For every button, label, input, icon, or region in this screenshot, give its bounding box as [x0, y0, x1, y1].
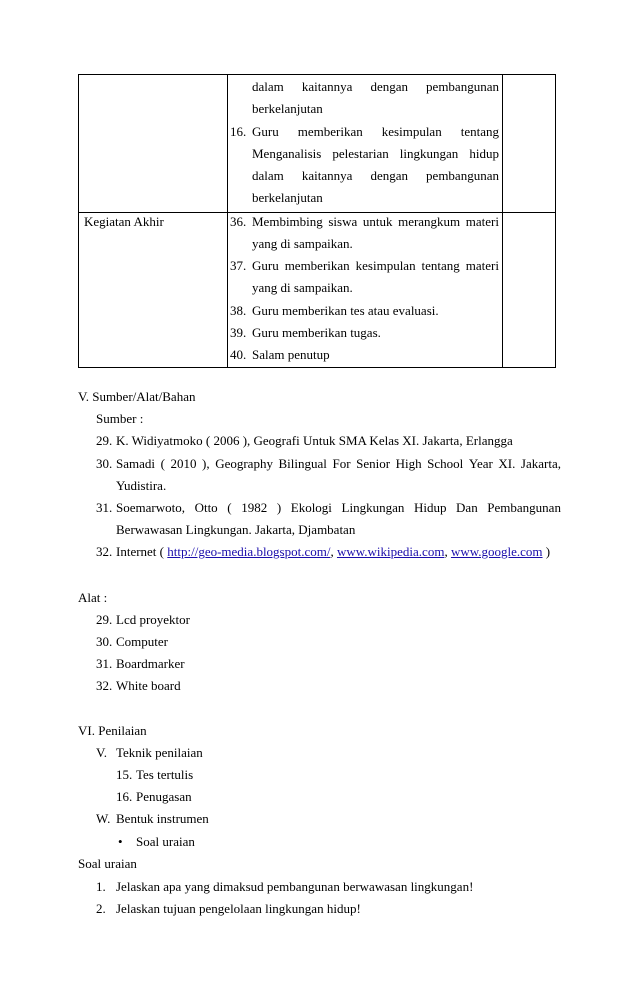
subsection-label: Soal uraian: [78, 856, 137, 871]
word: Guru: [252, 258, 279, 273]
text-fragment: ,: [330, 544, 337, 559]
word: Otto: [194, 500, 218, 515]
table-cell-line: [252, 146, 499, 162]
word: 2010: [170, 456, 197, 471]
word: Dan: [456, 500, 478, 515]
text-fragment: ,: [444, 544, 451, 559]
list-item: Lcd proyektor: [116, 612, 191, 627]
table-row-divider: [79, 212, 555, 213]
table-cell-line: Salam penutup: [252, 347, 330, 362]
list-number: 2.: [96, 901, 106, 916]
link-google[interactable]: www.google.com: [450, 544, 543, 559]
question-text: Jelaskan apa yang dimaksud pembangunan berwawasan lingkungan!: [116, 879, 474, 894]
word: Menganalisis: [252, 146, 322, 161]
table-cell-line: yang di sampaikan.: [252, 236, 353, 251]
word: kesimpulan: [355, 258, 416, 273]
word: Year: [468, 456, 493, 471]
word: merangkum: [398, 214, 461, 229]
word: materi: [465, 214, 499, 229]
word: Geography: [215, 456, 273, 471]
word: tentang: [421, 258, 460, 273]
list-number: 32.: [96, 678, 113, 693]
word: Ekologi: [290, 500, 332, 515]
list-item: Computer: [116, 634, 168, 649]
list-number: 40.: [230, 347, 247, 362]
table-cell-line: [252, 258, 499, 274]
section-heading: V. Sumber/Alat/Bahan: [78, 389, 196, 404]
link-wikipedia[interactable]: www.wikipedia.com: [336, 544, 445, 559]
list-item: Boardmarker: [116, 656, 185, 671]
word: Soemarwoto,: [116, 500, 185, 515]
table-cell-line: [252, 124, 499, 140]
source-text: K. Widiyatmoko ( 2006 ), Geografi Untuk SMA Kelas XI. Jakarta, Erlangga: [116, 433, 513, 448]
word: materi: [465, 258, 499, 273]
word: Senior: [356, 456, 391, 471]
word: pelestarian: [332, 146, 389, 161]
word: pembangunan: [426, 79, 499, 94]
word: School: [427, 456, 464, 471]
list-number: 31.: [96, 500, 113, 515]
list-number: 36.: [230, 214, 247, 229]
word: Hidup: [413, 500, 447, 515]
list-item: White board: [116, 678, 181, 693]
list-item: Penugasan: [136, 789, 192, 804]
word: High: [395, 456, 422, 471]
list-number: W.: [96, 811, 111, 826]
word: (: [227, 500, 232, 515]
word: For: [332, 456, 351, 471]
word: Pembangunan: [487, 500, 561, 515]
list-number: 38.: [230, 303, 247, 318]
subsection-label: Sumber :: [96, 411, 144, 426]
word: kaitannya: [301, 168, 353, 183]
list-number: 31.: [96, 656, 113, 671]
activity-table: [78, 74, 556, 368]
list-number: 30.: [96, 456, 113, 471]
list-number: 29.: [96, 433, 113, 448]
word: Bilingual: [278, 456, 327, 471]
word: dalam: [252, 168, 284, 183]
word: Guru: [252, 124, 279, 139]
table-cell-line: [252, 214, 499, 230]
word: tentang: [460, 124, 499, 139]
list-number: V.: [96, 745, 107, 760]
subsection-label: Alat :: [78, 590, 108, 605]
list-number: 37.: [230, 258, 247, 273]
word: Membimbing: [252, 214, 323, 229]
word: memberikan: [284, 258, 350, 273]
list-number: 39.: [230, 325, 247, 340]
word: dalam: [252, 79, 284, 94]
text-fragment: ): [542, 544, 551, 559]
word: Lingkungan: [341, 500, 405, 515]
list-number: 29.: [96, 612, 113, 627]
word: dengan: [370, 168, 408, 183]
word: dengan: [370, 79, 408, 94]
word: 1982: [241, 500, 268, 515]
word: kaitannya: [301, 79, 353, 94]
section-heading: VI. Penilaian: [78, 723, 147, 738]
table-cell-line: yang di sampaikan.: [252, 280, 353, 295]
word: memberikan: [297, 124, 363, 139]
word: ),: [202, 456, 210, 471]
table-cell-line: berkelanjutan: [252, 101, 323, 116]
source-text: [116, 544, 550, 560]
list-item: Tes tertulis: [136, 767, 194, 782]
word: Samadi: [116, 456, 155, 471]
table-column-divider: [227, 75, 228, 367]
source-text: [116, 456, 561, 472]
list-number: 15.: [116, 767, 133, 782]
bullet-icon: •: [118, 834, 123, 849]
subsection-label: Teknik penilaian: [116, 745, 203, 760]
table-cell-line: [252, 79, 499, 95]
word: pembangunan: [426, 168, 499, 183]
word: (: [160, 456, 165, 471]
word: hidup: [469, 146, 499, 161]
word: kesimpulan: [381, 124, 442, 139]
stage-label: Kegiatan Akhir: [84, 214, 164, 229]
table-cell-line: Guru memberikan tugas.: [252, 325, 381, 340]
word: XI.: [498, 456, 516, 471]
word: untuk: [362, 214, 393, 229]
table-cell-line: Guru memberikan tes atau evaluasi.: [252, 303, 439, 318]
source-text: [116, 500, 561, 516]
list-number: 16.: [230, 124, 247, 139]
word: Jakarta,: [520, 456, 561, 471]
list-number: 30.: [96, 634, 113, 649]
table-column-divider: [502, 75, 503, 367]
word: lingkungan: [399, 146, 459, 161]
link-geo-media[interactable]: http://geo-media.blogspot.com/: [167, 544, 331, 559]
source-text: Yudistira.: [116, 478, 167, 493]
source-text: Berwawasan Lingkungan. Jakarta, Djambatan: [116, 522, 356, 537]
table-cell-line: [252, 168, 499, 184]
list-number: 1.: [96, 879, 106, 894]
word: siswa: [328, 214, 358, 229]
question-text: Jelaskan tujuan pengelolaan lingkungan hidup!: [116, 901, 361, 916]
list-number: 16.: [116, 789, 133, 804]
word: ): [276, 500, 282, 515]
text-fragment: Internet (: [116, 544, 168, 559]
table-cell-line: berkelanjutan: [252, 190, 323, 205]
list-item: Soal uraian: [136, 834, 195, 849]
list-number: 32.: [96, 544, 113, 559]
subsection-label: Bentuk instrumen: [116, 811, 209, 826]
